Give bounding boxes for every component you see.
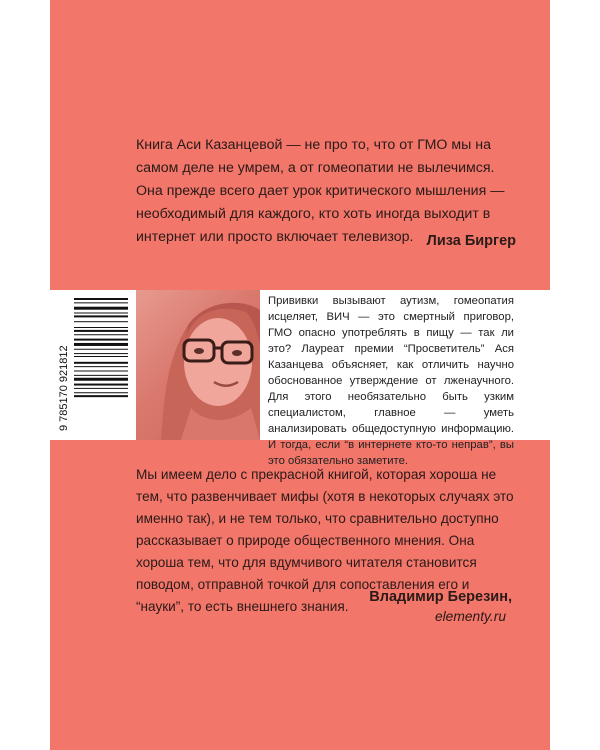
isbn-barcode: [58, 294, 130, 434]
blurb-text: Прививки вызывают аутизм, гомеопатия исцеляет, ВИЧ — это смертный приговор, ГМО опасно употреблять в пищу — так ли это? Лауреат премии “Просветитель” Ася Казанцева объясняет, как отличить научно обоснованное утверждение от лженаучного. Для этого необязательно быть узким специалистом, главное — уметь анализировать общедоступную информацию. И тогда, если “в интернете кто-то неправ”, вы это обязательно заметите.: [268, 295, 514, 467]
bottom-review-source: elementy.ru: [434, 609, 506, 624]
top-review-author: Лиза Биргер: [426, 233, 516, 249]
bottom-review-text: Мы имеем дело с прекрасной книгой, которая хороша не тем, что развенчивает мифы (хотя в некоторых случаях это именно так), и не тем только, что сравнительно доступно рассказывает о природе общественного мнения. Она хороша тем, что для вдумчивого читателя становится поводом, отправной точкой для сопоставления его и “науки”, то есть внешнего знания.: [136, 467, 514, 614]
isbn-digits: 9 785170 921812: [58, 345, 70, 431]
book-blurb: [268, 293, 514, 469]
bottom-review-author: Владимир Березин,: [369, 589, 512, 605]
top-review-text: Книга Аси Казанцевой — не про то, что от ГМО мы на самом деле не умрем, а от гомеопатии не вылечимся. Она прежде всего дает урок критического мышления — необходимый для каждого, кто хоть иногда выходит в интернет или просто включает телевизор.: [136, 137, 505, 245]
author-photo: [136, 290, 260, 440]
top-review-quote: [136, 134, 516, 249]
